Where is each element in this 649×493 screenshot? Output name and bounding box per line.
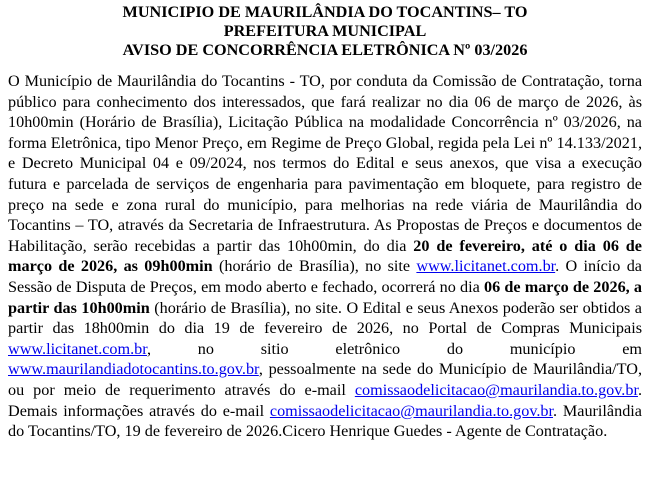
licitanet-link[interactable]: www.licitanet.com.br bbox=[416, 257, 556, 276]
body-text: . O início da Sessão de Disputa de Preços, em modo aberto e fechado, ocorrerá no dia bbox=[8, 257, 642, 296]
bold-session-date: 06 de março de 2026, a partir das 10h00min bbox=[8, 277, 642, 317]
heading-municipality: MUNICIPIO DE MAURILÂNDIA DO TOCANTINS– TO bbox=[122, 3, 528, 21]
info-email-link[interactable]: comissaodelicitacao@maurilandia.to.gov.br bbox=[269, 401, 554, 420]
licitanet-portal-link[interactable]: www.licitanet.com.br bbox=[8, 339, 147, 358]
municipality-website-link[interactable]: www.maurilandiadotocantins.to.gov.br bbox=[8, 360, 259, 379]
heading-prefeitura: PREFEITURA MUNICIPAL bbox=[223, 22, 427, 40]
notice-heading bbox=[8, 3, 642, 60]
body-text: , no sitio eletrônico do município em bbox=[147, 339, 642, 358]
body-text: , pessoalmente na sede do Município de Maurilândia/TO, ou por meio de requerimento através do e-mail bbox=[8, 360, 642, 399]
notice-body bbox=[8, 71, 642, 442]
bold-proposal-period: 20 de fevereiro, até o dia 06 de março de 2026, as 09h00min bbox=[8, 236, 642, 276]
body-text-intro: O Município de Maurilândia do Tocantins - TO, por conduta da Comissão de Contratação, torna público para conhecimento dos interessados, que fará realizar no dia 06 de março de 2026, às 10h00min (Horário de Brasília), Licitação Pública na modalidade Concorrência nº 03/2026, na forma Eletrônica, tipo Menor Preço, em Regime de Preço Global, regida pela Lei nº 14.133/2021, e Decreto Municipal 04 e 09/2024, nos termos do Edital e seus anexos, que visa a execução futura e parcelada de serviços de engenharia para pavimentação em bloquete, para registro de preço na sede e zona rural do município, para melhorias na rede viária de Maurilândia do Tocantins – TO, através da Secretaria de Infraestrutura. As Propostas de Preços e documentos de Habilitação, serão recebidas a partir das 10h00min, do dia bbox=[8, 72, 642, 255]
body-text-closing: . Maurilândia do Tocantins/TO, 19 de fevereiro de 2026.Cicero Henrique Guedes - Agente de Contratação. bbox=[8, 401, 642, 441]
heading-notice-title: AVISO DE CONCORRÊNCIA ELETRÔNICA Nº 03/2026 bbox=[122, 41, 528, 59]
commission-email-link[interactable]: comissaodelicitacao@maurilandia.to.gov.br bbox=[354, 380, 638, 399]
body-text: . Demais informações através do e-mail bbox=[8, 380, 642, 420]
body-text: (horário de Brasília), no site bbox=[212, 257, 417, 276]
body-text: (horário de Brasília), no site. O Edital e seus Anexos poderão ser obtidos a partir das 18h00min do dia 19 de fevereiro de 2026, no Portal de Compras Municipais bbox=[8, 298, 642, 338]
